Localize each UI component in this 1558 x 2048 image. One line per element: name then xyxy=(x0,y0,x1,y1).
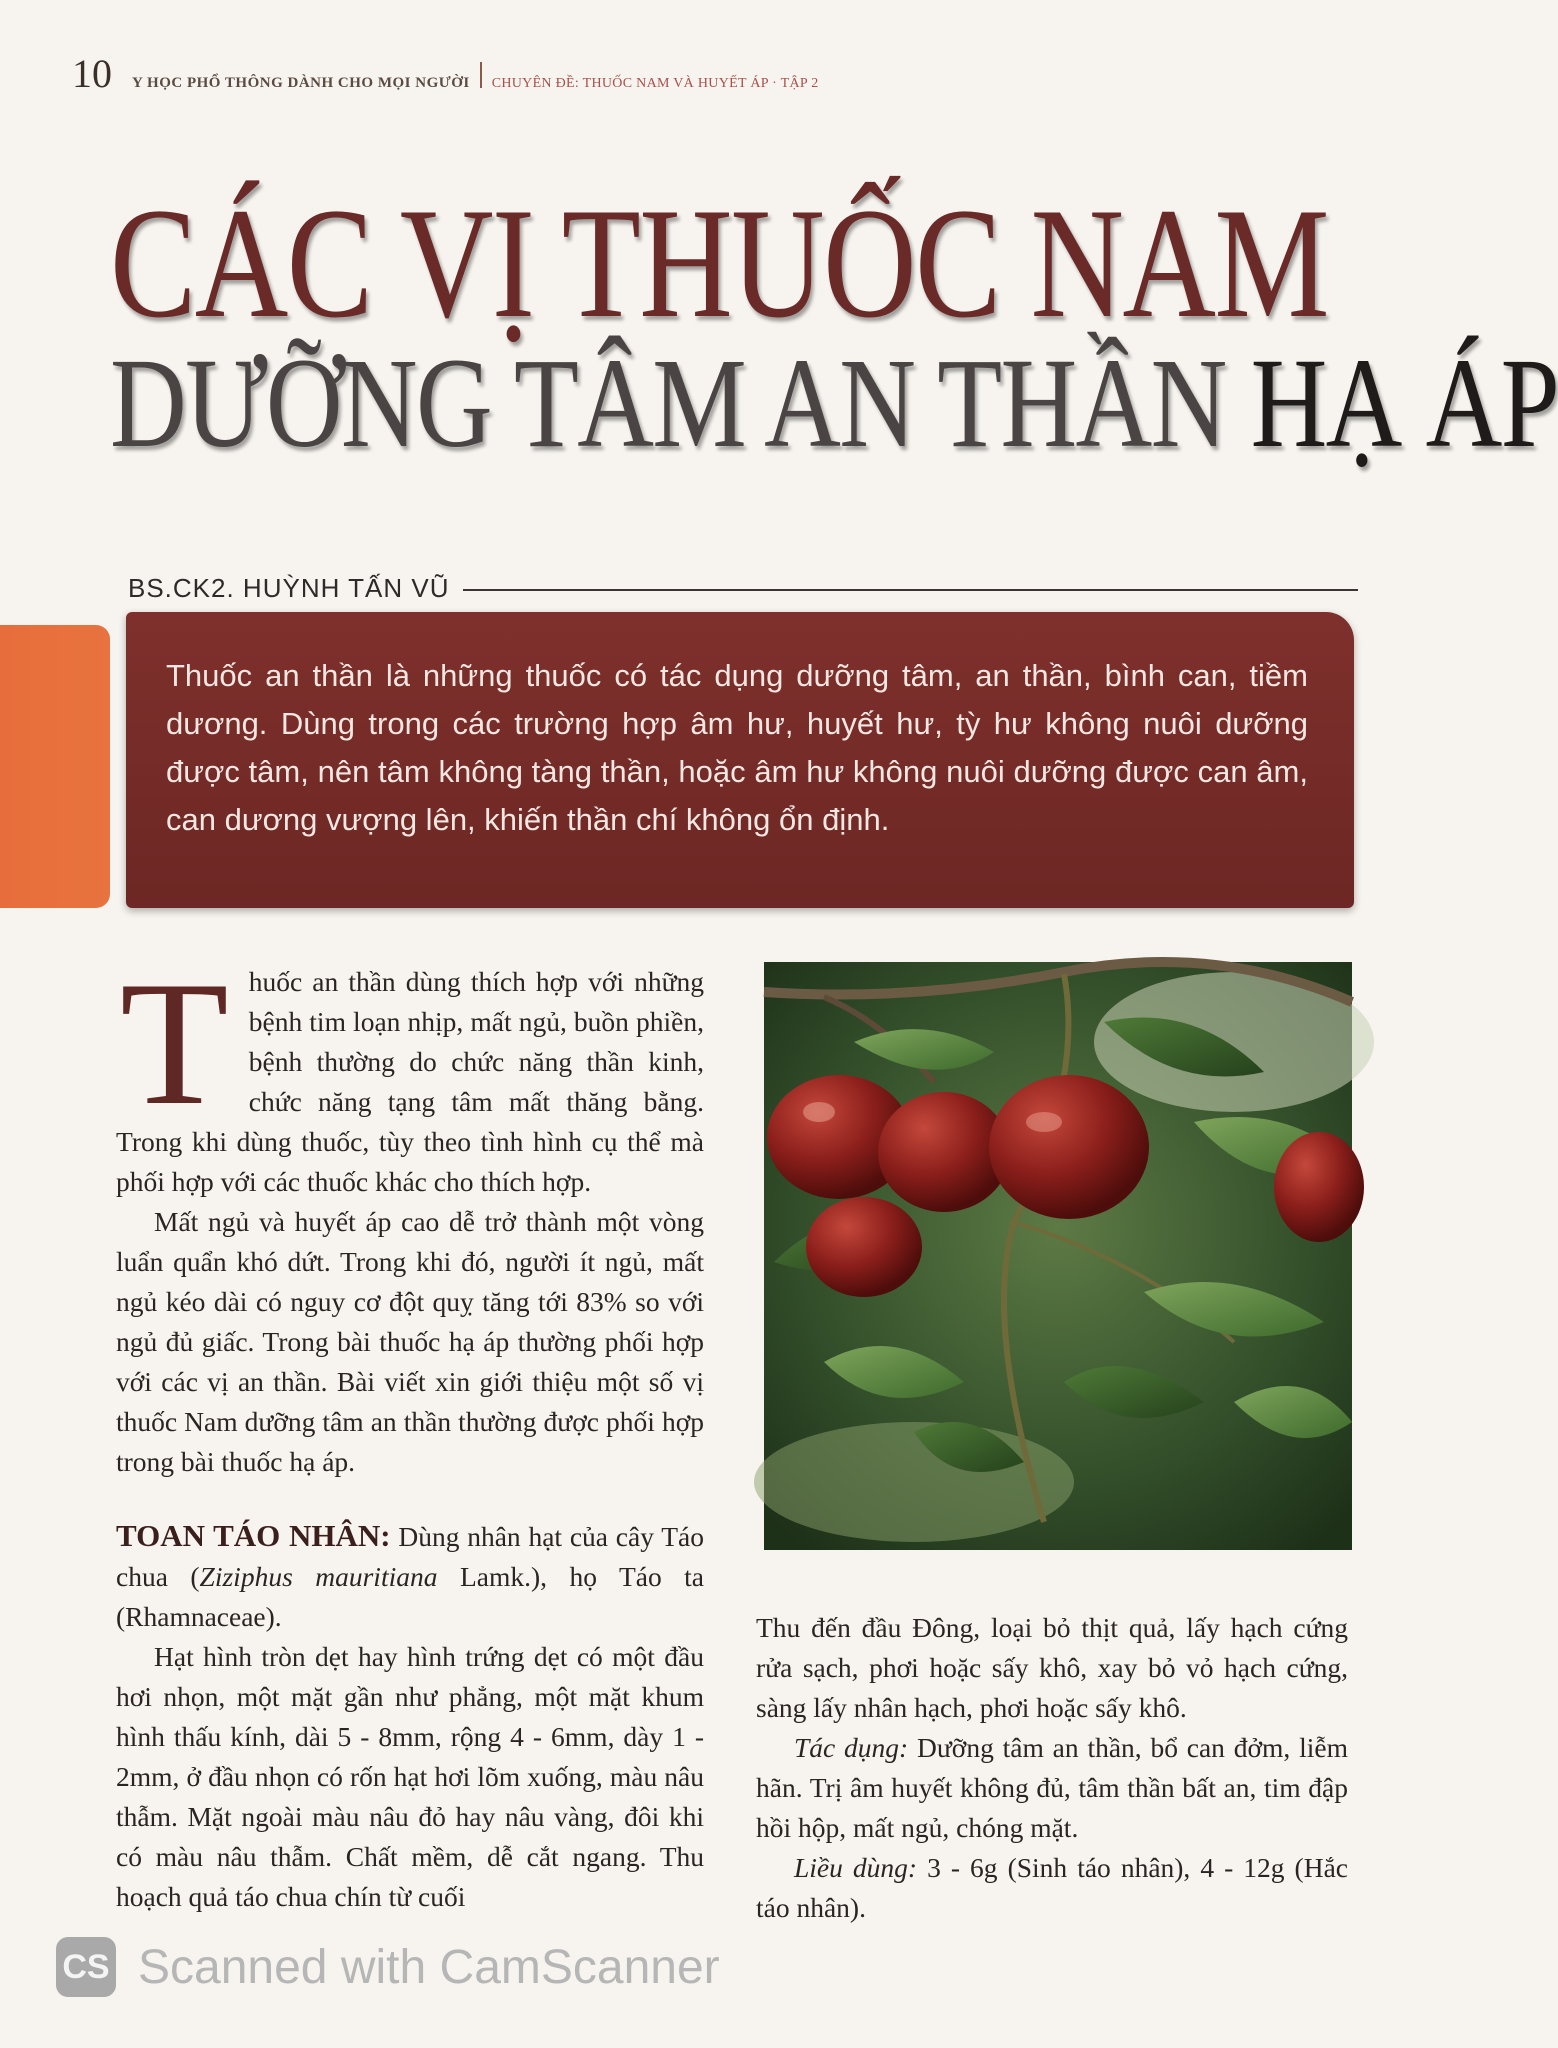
paragraph-1 xyxy=(116,944,704,1202)
section-text-2: Lamk.), họ Táo ta (Rhamnaceae). xyxy=(116,1561,705,1632)
camscanner-logo: CS xyxy=(56,1937,116,1997)
section-title: TOAN TÁO NHÂN: xyxy=(116,1518,391,1553)
byline-rule xyxy=(463,589,1358,591)
dose-text: 3 - 6g (Sinh táo nhân), 4 - 12g (Hắc táo nhân). xyxy=(756,1852,1348,1923)
title-line-2-part-2: HẠ ÁP xyxy=(1250,332,1558,474)
section-text-1: Dùng nhân hạt của cây Táo chua ( xyxy=(116,1521,704,1592)
effect-label: Tác dụng: xyxy=(794,1732,909,1763)
left-column xyxy=(116,944,705,1917)
paragraph-2: Mất ngủ và huyết áp cao dễ trở thành một vòng luẩn quẩn khó dứt. Trong khi đó, người ít ngủ, mất ngủ kéo dài có nguy cơ đột quỵ tăng tới 83% so với ngủ đủ giấc. Trong bài thuốc hạ áp thường phối hợp với các vị an thần. Bài viết xin giới thiệu một số vị thuốc Nam dưỡng tâm an thần thường được phối hợp trong bài thuốc hạ áp. xyxy=(116,1206,704,1477)
page-number: 10 xyxy=(72,51,112,96)
dose-label: Liều dùng: xyxy=(794,1852,918,1883)
magazine-name: Y HỌC PHỔ THÔNG DÀNH CHO MỌI NGƯỜI xyxy=(132,75,470,91)
series-title: CHUYÊN ĐỀ: THUỐC NAM VÀ HUYẾT ÁP · TẬP 2 xyxy=(491,76,819,91)
paragraph-5: Thu đến đầu Đông, loại bỏ thịt quả, lấy hạch cứng rửa sạch, phơi hoặc sấy khô, xay bỏ vỏ hạch cứng, sàng lấy nhân hạch, phơi hoặc sấy khô. xyxy=(756,1612,1348,1723)
orange-accent-tab xyxy=(0,625,110,908)
paragraph-1-text: huốc an thần dùng thích hợp với những bệnh tim loạn nhịp, mất ngủ, buồn phiền, bệnh thường do chức năng thần kinh, chức năng tạng tâm mất thăng bằng. Trong khi dùng thuốc, tùy theo tình hình cụ thể mà phối hợp với các thuốc khác cho thích hợp. xyxy=(116,966,704,1197)
intro-text: Thuốc an thần là những thuốc có tác dụng dưỡng tâm, an thần, bình can, tiềm dương. Dùng trong các trường hợp âm hư, huyết hư, tỳ hư không nuôi dưỡng được tâm, nên tâm không tàng thần, hoặc âm hư không nuôi dưỡng được can âm, can dương vượng lên, khiến thần chí không ổn định. xyxy=(166,658,1308,838)
drop-cap: T xyxy=(120,944,229,1142)
effect-paragraph xyxy=(756,1728,1348,1848)
right-column xyxy=(756,1608,1348,1928)
effect-text: Dưỡng tâm an thần, bổ can đởm, liễm hãn. Trị âm huyết không đủ, tâm thần bất an, tim đập hồi hộp, mất ngủ, chóng mặt. xyxy=(756,1732,1348,1843)
title-line-2 xyxy=(110,332,1558,474)
scanner-watermark xyxy=(56,1932,720,2002)
article-title xyxy=(110,176,1558,474)
intro-box xyxy=(126,612,1354,908)
dose-paragraph xyxy=(756,1848,1348,1928)
author-name: BS.CK2. HUỲNH TẤN VŨ xyxy=(128,572,450,603)
latin-name: Ziziphus mauritiana xyxy=(199,1561,438,1592)
section-paragraph xyxy=(116,1516,704,1637)
title-line-1: CÁC VỊ THUỐC NAM xyxy=(110,176,1328,351)
title-line-2-part-1: DƯỠNG TÂM AN THẦN xyxy=(110,332,1251,474)
jujube-photo xyxy=(764,962,1352,1550)
page-header xyxy=(72,50,1372,100)
paragraph-4: Hạt hình tròn dẹt hay hình trứng dẹt có một đầu hơi nhọn, một mặt gần như phẳng, một mặt khum hình thấu kính, dài 5 - 8mm, rộng 4 - 6mm, dày 1 - 2mm, ở đầu nhọn có rốn hạt hơi lõm xuống, màu nâu thẫm. Mặt ngoài màu nâu đỏ hay nâu vàng, đôi khi có màu nâu thẫm. Chất mềm, dễ cắt ngang. Thu hoạch quả táo chua chín từ cuối xyxy=(116,1641,704,1912)
header-divider xyxy=(480,62,482,88)
scanner-text: Scanned with CamScanner xyxy=(138,1940,720,1994)
byline xyxy=(128,568,1358,608)
